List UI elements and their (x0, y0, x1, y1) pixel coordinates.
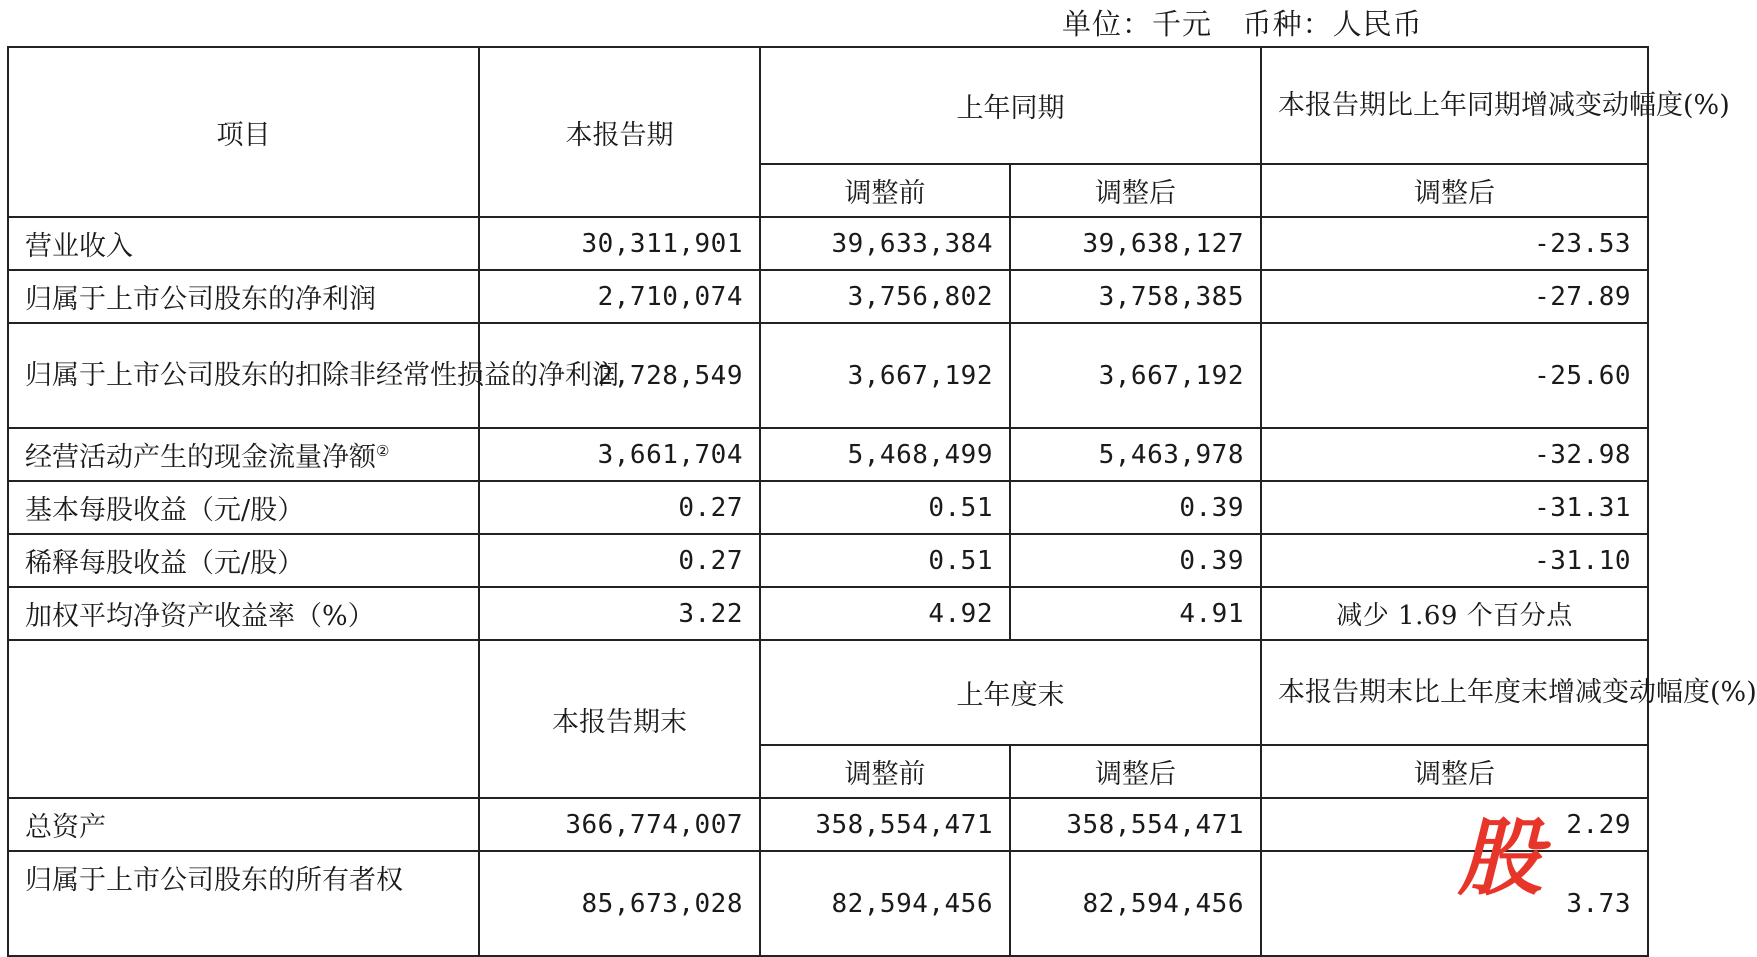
header-current-period-end: 本报告期末 (479, 640, 760, 798)
unit-currency-line: 单位：千元 币种：人民币 (1062, 7, 1423, 41)
table-row (8, 851, 1648, 956)
cell-after: 358,554,471 (1010, 798, 1261, 851)
cell-before: 0.51 (760, 534, 1010, 587)
cell-current: 2,728,549 (479, 323, 760, 428)
cell-after: 0.39 (1010, 534, 1261, 587)
row-label: 总资产 (8, 798, 479, 851)
header-change-percent-end: 本报告期末比上年度末增减变动幅度(%) (1261, 640, 1648, 745)
row-label: 营业收入 (8, 217, 479, 270)
header-change-percent: 本报告期比上年同期增减变动幅度(%) (1261, 47, 1648, 164)
row-label: 归属于上市公司股东的扣除非经常性损益的净利润 (8, 323, 479, 428)
header-item: 项目 (8, 47, 479, 217)
table-row (8, 587, 1648, 640)
cell-current: 30,311,901 (479, 217, 760, 270)
cell-before: 82,594,456 (760, 851, 1010, 956)
cell-change: 2.29 (1261, 798, 1648, 851)
table-row (8, 323, 1648, 428)
row-label (8, 428, 479, 481)
subheader-before-adjust: 调整前 (760, 164, 1010, 217)
cell-change: -31.10 (1261, 534, 1648, 587)
cell-change: 3.73 (1261, 851, 1648, 956)
cell-after: 5,463,978 (1010, 428, 1261, 481)
cell-change: -25.60 (1261, 323, 1648, 428)
cell-current: 85,673,028 (479, 851, 760, 956)
financial-summary-table (7, 46, 1757, 957)
row-label: 基本每股收益（元/股） (8, 481, 479, 534)
footnote-marker: ② (376, 442, 390, 460)
subheader-after-adjust: 调整后 (1010, 745, 1261, 798)
cell-after: 82,594,456 (1010, 851, 1261, 956)
cell-before: 39,633,384 (760, 217, 1010, 270)
cell-current: 3.22 (479, 587, 760, 640)
table-row (8, 481, 1648, 534)
cell-before: 0.51 (760, 481, 1010, 534)
header-current-period: 本报告期 (479, 47, 760, 217)
header-row-bottom (8, 640, 1648, 745)
row-label: 稀释每股收益（元/股） (8, 534, 479, 587)
cell-after: 0.39 (1010, 481, 1261, 534)
row-label: 归属于上市公司股东的净利润 (8, 270, 479, 323)
cell-current: 0.27 (479, 481, 760, 534)
cell-after: 3,667,192 (1010, 323, 1261, 428)
cell-current: 2,710,074 (479, 270, 760, 323)
cell-change: 减少 1.69 个百分点 (1261, 587, 1648, 640)
table-row (8, 217, 1648, 270)
header-prior-year-end: 上年度末 (760, 640, 1261, 745)
cell-before: 5,468,499 (760, 428, 1010, 481)
cell-change: -32.98 (1261, 428, 1648, 481)
cell-change: -23.53 (1261, 217, 1648, 270)
table-row (8, 270, 1648, 323)
cell-before: 3,756,802 (760, 270, 1010, 323)
cell-before: 3,667,192 (760, 323, 1010, 428)
subheader-before-adjust: 调整前 (760, 745, 1010, 798)
cell-after: 3,758,385 (1010, 270, 1261, 323)
cell-after: 4.91 (1010, 587, 1261, 640)
header-prior-period: 上年同期 (760, 47, 1261, 164)
table-row (8, 798, 1648, 851)
cell-change: -31.31 (1261, 481, 1648, 534)
subheader-change-after-adjust: 调整后 (1261, 164, 1648, 217)
header-row-top (8, 47, 1648, 164)
row-label: 归属于上市公司股东的所有者权 (8, 851, 479, 956)
cell-before: 358,554,471 (760, 798, 1010, 851)
cell-current: 3,661,704 (479, 428, 760, 481)
cell-current: 0.27 (479, 534, 760, 587)
row-label-text: 经营活动产生的现金流量净额 (25, 442, 376, 473)
header-item-blank (8, 640, 479, 798)
row-label: 加权平均净资产收益率（%） (8, 587, 479, 640)
subheader-change-after-adjust: 调整后 (1261, 745, 1648, 798)
cell-after: 39,638,127 (1010, 217, 1261, 270)
table-row (8, 428, 1648, 481)
cell-change: -27.89 (1261, 270, 1648, 323)
subheader-after-adjust: 调整后 (1010, 164, 1261, 217)
cell-current: 366,774,007 (479, 798, 760, 851)
watermark-logo: 股 (1458, 809, 1543, 907)
table-row (8, 534, 1648, 587)
cell-before: 4.92 (760, 587, 1010, 640)
